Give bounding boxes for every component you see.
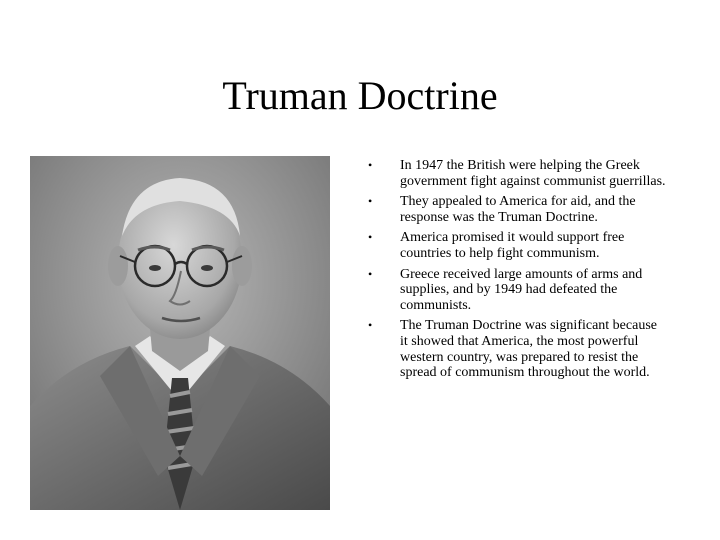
bullet-text: America promised it would support free countries to help fight communism. [400, 230, 625, 261]
bullet-list [368, 158, 668, 386]
bullet-item [368, 318, 668, 380]
bullet-dot: • [368, 194, 373, 209]
bullet-text: The Truman Doctrine was significant because it showed that America, the most powerful western country, was prepared to resist the spread of communism throughout the world. [400, 318, 657, 381]
bullet-item [368, 230, 668, 261]
slide-title-text: Truman Doctrine [222, 73, 498, 118]
bullet-text: They appealed to America for aid, and the response was the Truman Doctrine. [400, 194, 636, 225]
bullet-dot: • [368, 230, 373, 245]
bullet-text: In 1947 the British were helping the Greek government fight against communist guerrillas. [400, 158, 666, 189]
bullet-item [368, 267, 668, 314]
portrait-image [30, 156, 330, 510]
bullet-item [368, 194, 668, 225]
bullet-dot: • [368, 158, 373, 172]
slide-title [0, 72, 720, 120]
bullet-text: Greece received large amounts of arms and supplies, and by 1949 had defeated the communists. [400, 266, 643, 313]
portrait-photo [30, 156, 330, 510]
bullet-dot: • [368, 266, 373, 281]
bullet-item [368, 158, 668, 189]
bullet-dot: • [368, 318, 373, 333]
